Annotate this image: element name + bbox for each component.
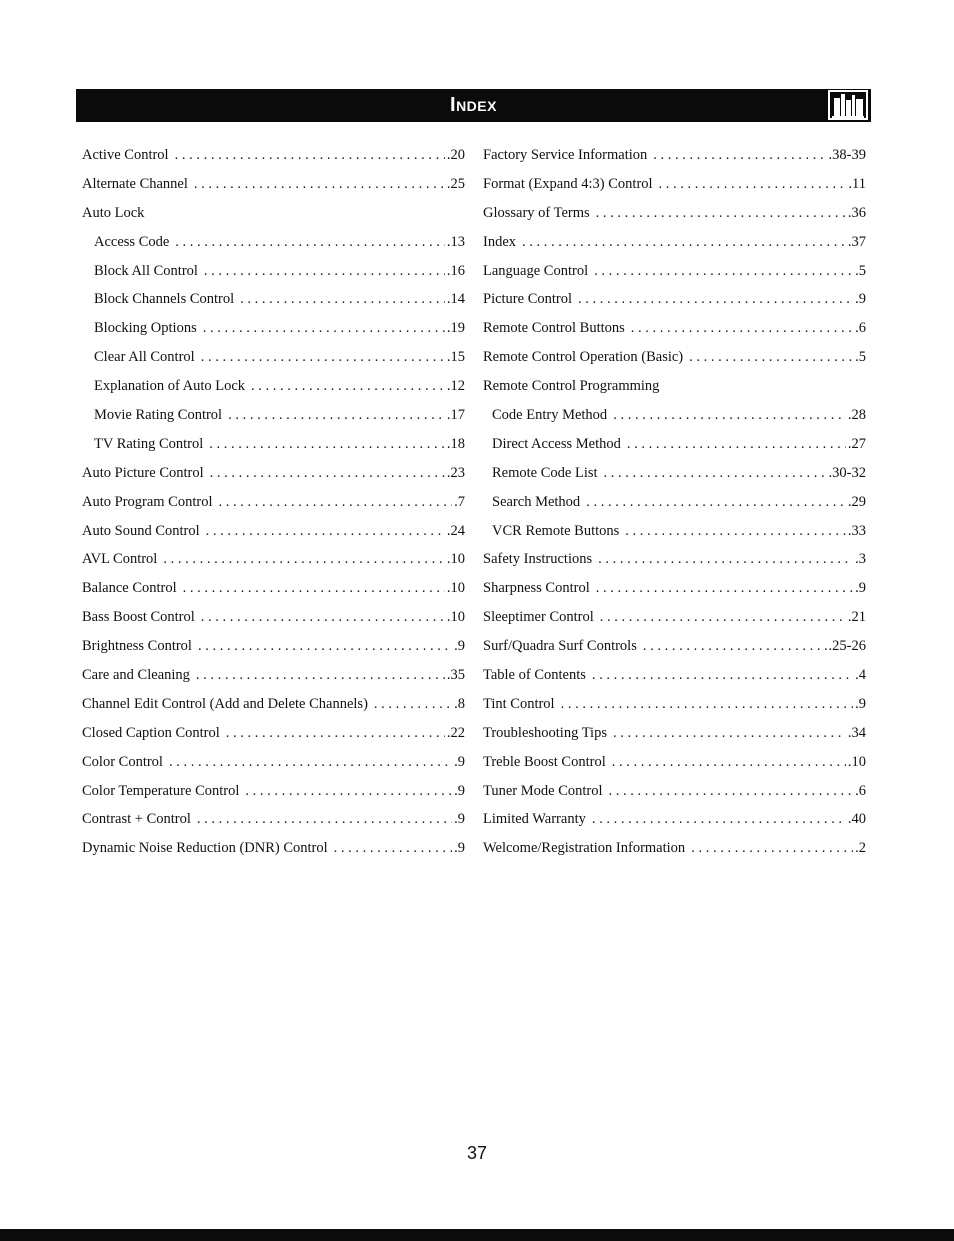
index-entry-label: Balance Control [82, 580, 177, 597]
index-entry-label: Factory Service Information [483, 147, 648, 163]
index-entry [483, 719, 866, 748]
index-entry-label: Search Method [492, 493, 581, 510]
index-header-bar [76, 89, 871, 122]
index-entry [483, 199, 866, 228]
index-entry-page: .6 [855, 320, 866, 337]
index-entry-label: Block Channels Control [94, 291, 235, 308]
index-entry-label: Color Temperature Control [82, 782, 240, 799]
index-entry-label: Auto Sound Control [82, 522, 200, 539]
dot-leader [197, 805, 452, 834]
index-entry-page: .5 [855, 349, 866, 366]
index-entry [82, 517, 465, 546]
index-entry [483, 517, 866, 546]
index-entry-page: .17 [446, 407, 465, 424]
index-entry [483, 285, 866, 314]
dot-leader [613, 401, 846, 430]
dot-leader [226, 719, 445, 748]
index-entry-page: .38-39 [828, 147, 866, 163]
index-entry [82, 343, 465, 372]
dot-leader [209, 430, 445, 459]
dot-leader [240, 285, 445, 314]
dot-leader [334, 834, 452, 863]
index-entry [82, 632, 465, 661]
page-title: Index [450, 94, 497, 116]
index-entry-page: .9 [454, 840, 465, 857]
index-entry-page: .16 [446, 262, 465, 279]
index-entry [82, 719, 465, 748]
dot-leader [596, 199, 846, 228]
dot-leader [251, 372, 445, 401]
index-entry-label: Remote Control Buttons [483, 320, 625, 337]
index-entry-label: Table of Contents [483, 667, 586, 684]
dot-leader [578, 285, 853, 314]
dot-leader [210, 459, 445, 488]
dot-leader [374, 690, 452, 719]
index-entry-page: .34 [847, 724, 866, 741]
index-entry [483, 141, 866, 170]
index-entry [483, 690, 866, 719]
index-entry [483, 661, 866, 690]
index-entry [483, 834, 866, 863]
index-entry-label: Auto Program Control [82, 493, 213, 510]
index-entry-label: AVL Control [82, 551, 158, 568]
index-entry-label: Closed Caption Control [82, 724, 220, 741]
index-entry-label: Remote Control Operation (Basic) [483, 349, 684, 366]
dot-leader [245, 777, 452, 806]
index-entry-page: .24 [446, 522, 465, 539]
index-entry-page: .6 [855, 782, 866, 799]
index-entry [82, 199, 465, 228]
index-entry [82, 430, 465, 459]
dot-leader [201, 603, 445, 632]
index-entry-label: Remote Code List [492, 464, 598, 481]
dot-leader [203, 314, 445, 343]
dot-leader [198, 632, 452, 661]
dot-leader [194, 170, 445, 199]
dot-leader [561, 690, 854, 719]
index-entry-label: Index [483, 233, 517, 250]
index-entry-label: Tint Control [483, 695, 555, 712]
index-entry [82, 228, 465, 257]
dot-leader [612, 748, 846, 777]
dot-leader [653, 141, 826, 170]
index-entry-page: .9 [454, 811, 465, 828]
index-entry [82, 777, 465, 806]
dot-leader [598, 545, 853, 574]
index-entry-page: .30-32 [828, 464, 866, 481]
index-entry [82, 748, 465, 777]
index-entry-page: .10 [847, 753, 866, 770]
dot-leader [586, 488, 846, 517]
index-entry-page: .2 [855, 840, 866, 857]
index-entry [82, 401, 465, 430]
index-entry-label: Bass Boost Control [82, 609, 195, 626]
index-entry [483, 401, 866, 430]
dot-leader [594, 257, 853, 286]
index-entry [82, 488, 465, 517]
index-entry-label: Sharpness Control [483, 580, 590, 597]
dot-leader [600, 603, 846, 632]
footer-bar [0, 1229, 954, 1241]
page-number: 37 [466, 1143, 488, 1163]
index-entry-label: Color Control [82, 753, 163, 770]
index-entry [82, 314, 465, 343]
index-entry-page: .10 [446, 551, 465, 568]
index-entry-page: .10 [446, 580, 465, 597]
index-entry-label: Glossary of Terms [483, 204, 590, 221]
index-entry-label: Channel Edit Control (Add and Delete Channels) [82, 695, 368, 712]
index-entry-label: VCR Remote Buttons [492, 522, 620, 539]
index-entry-label: Format (Expand 4:3) Control [483, 175, 653, 192]
index-entry-page: .33 [847, 522, 866, 539]
dot-leader [631, 314, 853, 343]
index-entry [82, 141, 465, 170]
index-entry [82, 574, 465, 603]
dot-leader [206, 517, 445, 546]
index-entry-page: .4 [855, 667, 866, 684]
index-entry-label: Sleeptimer Control [483, 609, 594, 626]
index-entry [82, 170, 465, 199]
index-entry [82, 545, 465, 574]
dot-leader [596, 574, 853, 603]
dot-leader [196, 661, 445, 690]
index-entry-page: .8 [454, 695, 465, 712]
dot-leader [201, 343, 445, 372]
dot-leader [175, 228, 445, 257]
index-entry-page: .9 [454, 638, 465, 655]
index-entry-label: Tuner Mode Control [483, 782, 603, 799]
index-entry-label: Dynamic Noise Reduction (DNR) Control [82, 840, 328, 857]
index-entry [483, 488, 866, 517]
index-entry-label: TV Rating Control [94, 435, 204, 452]
index-entry-label: Active Control [82, 147, 169, 163]
index-entry [483, 228, 866, 257]
dot-leader [592, 661, 853, 690]
index-entry-page: .29 [847, 493, 866, 510]
index-entry-page: .15 [446, 349, 465, 366]
index-entry [483, 170, 866, 199]
index-entry-label: Limited Warranty [483, 811, 586, 828]
index-entry-label: Alternate Channel [82, 175, 188, 192]
index-entry-page: .23 [446, 464, 465, 481]
index-entry-page: .35 [446, 667, 465, 684]
index-entry-label: Treble Boost Control [483, 753, 606, 770]
index-entry-label: Picture Control [483, 291, 573, 308]
dot-leader [183, 574, 445, 603]
index-entry-label: Welcome/Registration Information [483, 840, 686, 857]
dot-leader [228, 401, 445, 430]
index-entry-page: .25 [446, 175, 465, 192]
index-entry-label: Auto Lock [82, 204, 145, 221]
index-entry-label: Surf/Quadra Surf Controls [483, 638, 637, 655]
index-entry-label: Block All Control [94, 262, 198, 279]
index-entry-page: .12 [446, 378, 465, 395]
index-entry [483, 459, 866, 488]
index-entry-page: .13 [446, 233, 465, 250]
index-entry-label: Code Entry Method [492, 407, 608, 424]
dot-leader [643, 632, 827, 661]
index-entry-label: Remote Control Programming [483, 378, 660, 395]
index-entry-page: .10 [446, 609, 465, 626]
index-entry [483, 257, 866, 286]
index-entry-label: Blocking Options [94, 320, 197, 337]
index-entry [483, 574, 866, 603]
index-entry-label: Clear All Control [94, 349, 195, 366]
index-entry-label: Care and Cleaning [82, 667, 190, 684]
index-entry-page: .20 [446, 147, 465, 163]
index-entry-page: .11 [848, 175, 866, 192]
index-entry-page: .9 [454, 782, 465, 799]
index-entry [82, 661, 465, 690]
index-entry [82, 805, 465, 834]
index-entry-page: .25-26 [828, 638, 866, 655]
index-entry [82, 690, 465, 719]
index-entry-page: .22 [446, 724, 465, 741]
index-column-left [82, 141, 465, 863]
dot-leader [163, 545, 445, 574]
index-entry [82, 257, 465, 286]
index-entry-page: .9 [855, 580, 866, 597]
dot-leader [627, 430, 846, 459]
index-entry [483, 777, 866, 806]
index-entry [82, 372, 465, 401]
index-entry-page: .40 [847, 811, 866, 828]
dot-leader [691, 834, 853, 863]
dot-leader [219, 488, 453, 517]
index-entry [483, 343, 866, 372]
index-entry-page: .19 [446, 320, 465, 337]
index-entry-label: Troubleshooting Tips [483, 724, 607, 741]
index-entry [82, 603, 465, 632]
book-icon [828, 90, 868, 120]
dot-leader [613, 719, 846, 748]
index-entry-label: Movie Rating Control [94, 407, 223, 424]
index-entry-page: .27 [847, 435, 866, 452]
index-entry [483, 314, 866, 343]
dot-leader [169, 748, 452, 777]
dot-leader [204, 257, 445, 286]
index-entry [483, 372, 866, 401]
index-entry-page: .5 [855, 262, 866, 279]
index-entry [483, 632, 866, 661]
dot-leader [175, 141, 445, 170]
index-entry-page: .7 [454, 493, 465, 510]
index-entry-label: Auto Picture Control [82, 464, 204, 481]
index-entry [483, 805, 866, 834]
dot-leader [625, 517, 846, 546]
index-entry-page: .18 [446, 435, 465, 452]
index-entry-label: Brightness Control [82, 638, 192, 655]
index-entry-page: .14 [446, 291, 465, 308]
index-entry-page: .21 [847, 609, 866, 626]
dot-leader [592, 805, 846, 834]
index-entry-page: .3 [855, 551, 866, 568]
index-entry-page: .37 [847, 233, 866, 250]
index-entry [483, 430, 866, 459]
index-entry-label: Explanation of Auto Lock [94, 378, 246, 395]
index-entry-page: .28 [847, 407, 866, 424]
index-entry-page: .9 [454, 753, 465, 770]
index-entry [483, 545, 866, 574]
index-entry [82, 834, 465, 863]
index-entry [82, 459, 465, 488]
index-entry [82, 285, 465, 314]
dot-leader [604, 459, 827, 488]
index-entry-page: .9 [855, 291, 866, 308]
index-entry-page: .36 [847, 204, 866, 221]
index-entry-page: .9 [855, 695, 866, 712]
index-entry [483, 748, 866, 777]
index-entry-label: Safety Instructions [483, 551, 593, 568]
dot-leader [659, 170, 847, 199]
index-column-right [483, 141, 866, 863]
index-entry-label: Contrast + Control [82, 811, 191, 828]
index-entry-label: Language Control [483, 262, 589, 279]
index-entry-label: Direct Access Method [492, 435, 621, 452]
index-entry [483, 603, 866, 632]
dot-leader [689, 343, 853, 372]
dot-leader [522, 228, 846, 257]
dot-leader [609, 777, 854, 806]
index-entry-label: Access Code [94, 233, 170, 250]
